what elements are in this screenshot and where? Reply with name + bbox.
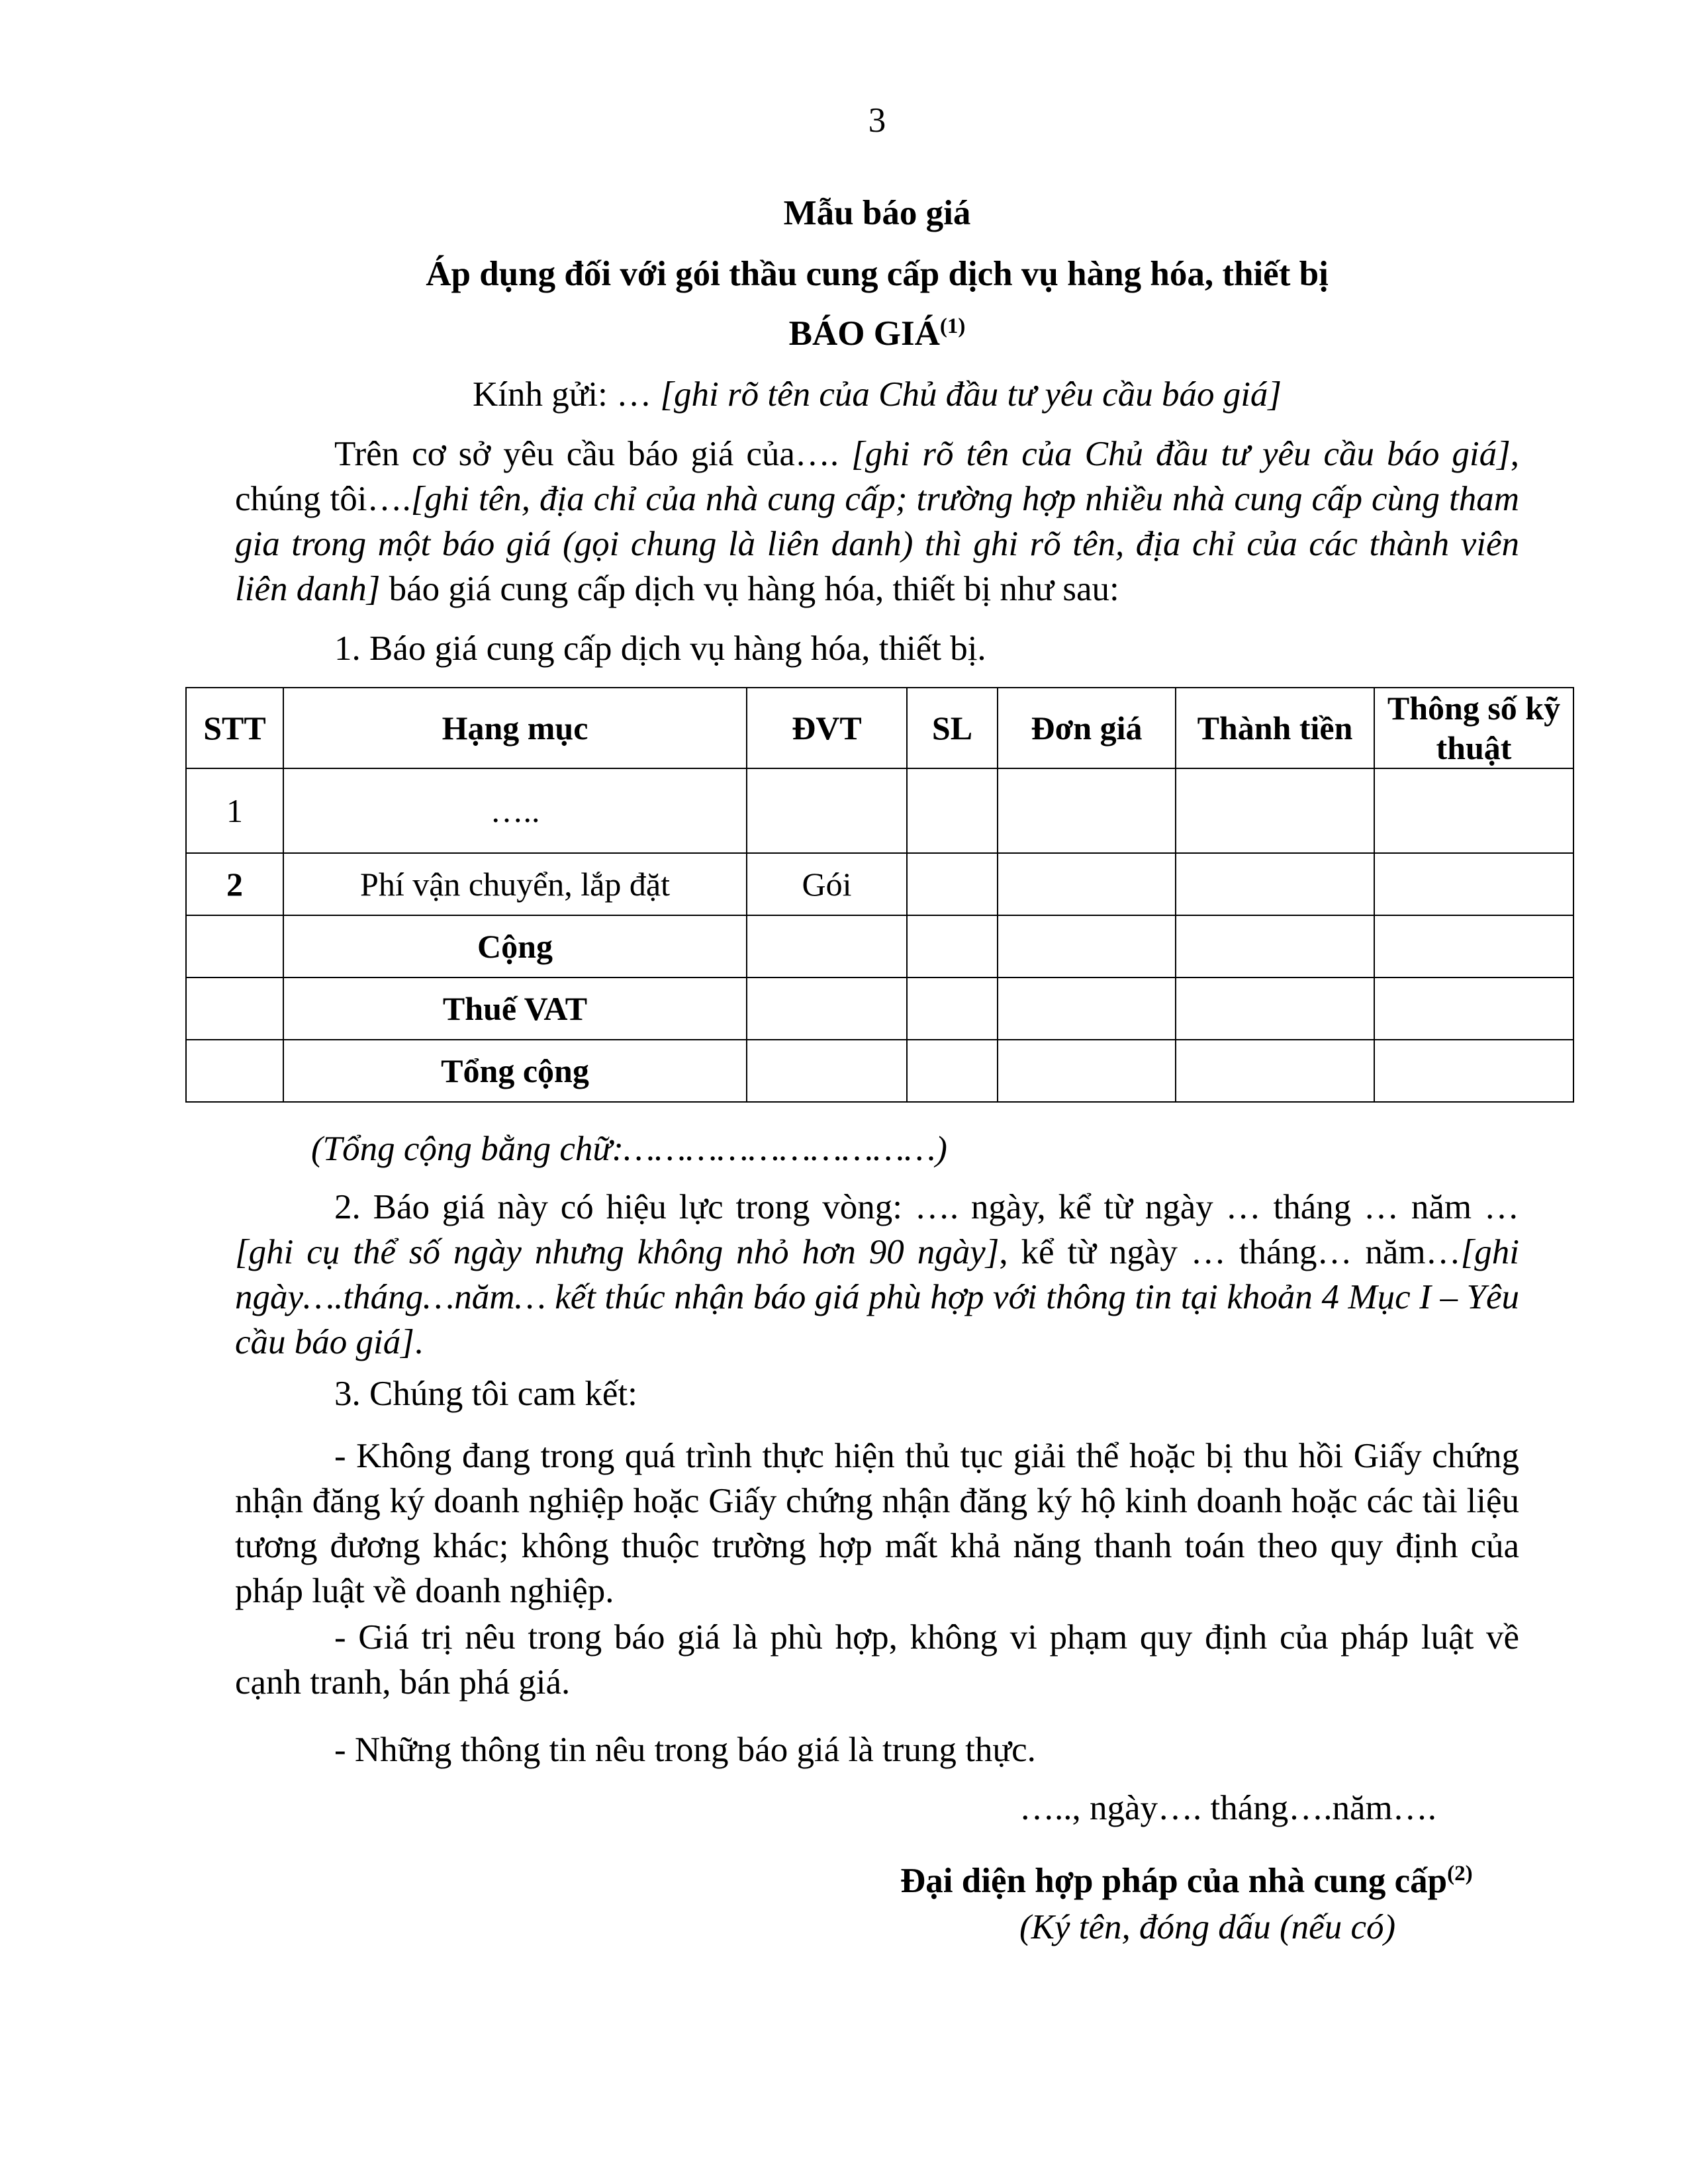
table-cell <box>1176 853 1374 915</box>
table-cell <box>1374 915 1573 978</box>
table-cell: 2 <box>186 853 283 915</box>
document-heading <box>0 311 1688 356</box>
signer-text: Đại diện hợp pháp của nhà cung cấp <box>900 1862 1448 1900</box>
signer-title <box>900 1858 1473 1903</box>
table-cell <box>998 768 1176 853</box>
table-row-total <box>186 1040 1573 1102</box>
validity-text-2: , kể từ ngày … tháng… năm… <box>999 1233 1461 1271</box>
intro-text-1: Trên cơ sở yêu cầu báo giá của…. <box>334 435 852 473</box>
recipient-placeholder: [ghi rõ tên của Chủ đầu tư yêu cầu báo giá] <box>660 375 1282 414</box>
table-cell <box>998 978 1176 1040</box>
intro-placeholder-2: [ghi tên, địa chỉ của nhà cung cấp; trường hợp nhiều nhà cung cấp cùng tham gia trong một báo giá (gọi chung là liên danh) thì ghi rõ tên, địa chỉ của các thành viên liên danh] <box>235 480 1519 608</box>
table-cell: Thuế VAT <box>283 978 747 1040</box>
table-cell: ….. <box>283 768 747 853</box>
table-cell <box>1176 768 1374 853</box>
table-cell <box>747 978 907 1040</box>
table-cell <box>1176 978 1374 1040</box>
col-header-item: Hạng mục <box>283 688 747 768</box>
date-line: ….., ngày…. tháng….năm…. <box>1019 1789 1437 1827</box>
table-header-row <box>186 688 1573 768</box>
table-cell <box>747 768 907 853</box>
section-1-heading: 1. Báo giá cung cấp dịch vụ hàng hóa, thiết bị. <box>334 629 986 668</box>
recipient-line <box>0 372 1688 417</box>
intro-paragraph <box>235 432 1519 612</box>
section-2-paragraph <box>235 1185 1519 1365</box>
table-row <box>186 853 1573 915</box>
form-subtitle: Áp dụng đối với gói thầu cung cấp dịch vụ hàng hóa, thiết bị <box>426 255 1329 293</box>
heading-text: BÁO GIÁ <box>788 314 940 353</box>
table-cell: Gói <box>747 853 907 915</box>
table-row <box>186 768 1573 853</box>
table-cell <box>998 853 1176 915</box>
col-header-amount: Thành tiền <box>1176 688 1374 768</box>
table-cell <box>1176 915 1374 978</box>
validity-placeholder-2: [ghi ngày….tháng…năm… kết thúc nhận báo giá phù hợp với thông tin tại khoản 4 Mục I – Yêu cầu báo giá] <box>235 1233 1519 1361</box>
table-cell: 1 <box>186 768 283 853</box>
section-3-heading: 3. Chúng tôi cam kết: <box>334 1375 637 1413</box>
page-number: 3 <box>868 101 886 140</box>
col-header-unit: ĐVT <box>747 688 907 768</box>
col-header-qty: SL <box>907 688 998 768</box>
table-cell <box>907 768 998 853</box>
table-cell: Tổng cộng <box>283 1040 747 1102</box>
table-row-vat <box>186 978 1573 1040</box>
table-cell <box>998 1040 1176 1102</box>
validity-text-3: . <box>414 1323 424 1361</box>
recipient-label: Kính gửi: … <box>472 375 661 414</box>
table-cell <box>747 915 907 978</box>
table-cell <box>907 978 998 1040</box>
col-header-unit-price: Đơn giá <box>998 688 1176 768</box>
quotation-table <box>185 687 1574 1103</box>
table-cell <box>1374 1040 1573 1102</box>
table-cell <box>998 915 1176 978</box>
table-cell <box>186 978 283 1040</box>
form-title: Mẫu báo giá <box>783 194 971 232</box>
table-cell <box>907 915 998 978</box>
commitment-item: - Không đang trong quá trình thực hiện thủ tục giải thể hoặc bị thu hồi Giấy chứng nhận đăng ký doanh nghiệp hoặc Giấy chứng nhận đăng ký hộ kinh doanh hoặc các tài liệu tương đương khác; không thuộc trường hợp mất khả năng thanh toán theo quy định của pháp luật về doanh nghiệp. <box>235 1437 1519 1610</box>
intro-placeholder-1: [ghi rõ tên của Chủ đầu tư yêu cầu báo giá] <box>851 435 1511 473</box>
commitment-item: - Giá trị nêu trong báo giá là phù hợp, không vi phạm quy định của pháp luật về cạnh tranh, bán phá giá. <box>235 1618 1519 1702</box>
table-cell <box>907 853 998 915</box>
total-in-words: (Tổng cộng bằng chữ:…………………………) <box>311 1130 947 1168</box>
table-cell <box>1374 978 1573 1040</box>
commitment-item: - Những thông tin nêu trong báo giá là trung thực. <box>334 1731 1036 1769</box>
intro-text-2: , chúng tôi…. <box>235 435 1520 518</box>
table-cell <box>1374 768 1573 853</box>
table-cell <box>1176 1040 1374 1102</box>
table-cell: Phí vận chuyển, lắp đặt <box>283 853 747 915</box>
intro-text-3: báo giá cung cấp dịch vụ hàng hóa, thiết bị như sau: <box>380 570 1119 608</box>
signer-footnote-marker: (2) <box>1447 1862 1473 1886</box>
validity-placeholder-1: [ghi cụ thể số ngày nhưng không nhỏ hơn 90 ngày] <box>235 1233 1000 1271</box>
sign-instruction: (Ký tên, đóng dấu (nếu có) <box>1019 1908 1396 1946</box>
table-cell <box>907 1040 998 1102</box>
table-cell <box>186 1040 283 1102</box>
table-cell <box>186 915 283 978</box>
validity-text-1: 2. Báo giá này có hiệu lực trong vòng: …. ngày, kể từ ngày … tháng … năm … <box>334 1188 1519 1226</box>
col-header-stt: STT <box>186 688 283 768</box>
table-cell <box>1374 853 1573 915</box>
col-header-specs: Thông số kỹ thuật <box>1374 688 1573 768</box>
table-row-subtotal <box>186 915 1573 978</box>
table-cell <box>747 1040 907 1102</box>
heading-footnote-marker: (1) <box>939 314 966 338</box>
table-cell: Cộng <box>283 915 747 978</box>
